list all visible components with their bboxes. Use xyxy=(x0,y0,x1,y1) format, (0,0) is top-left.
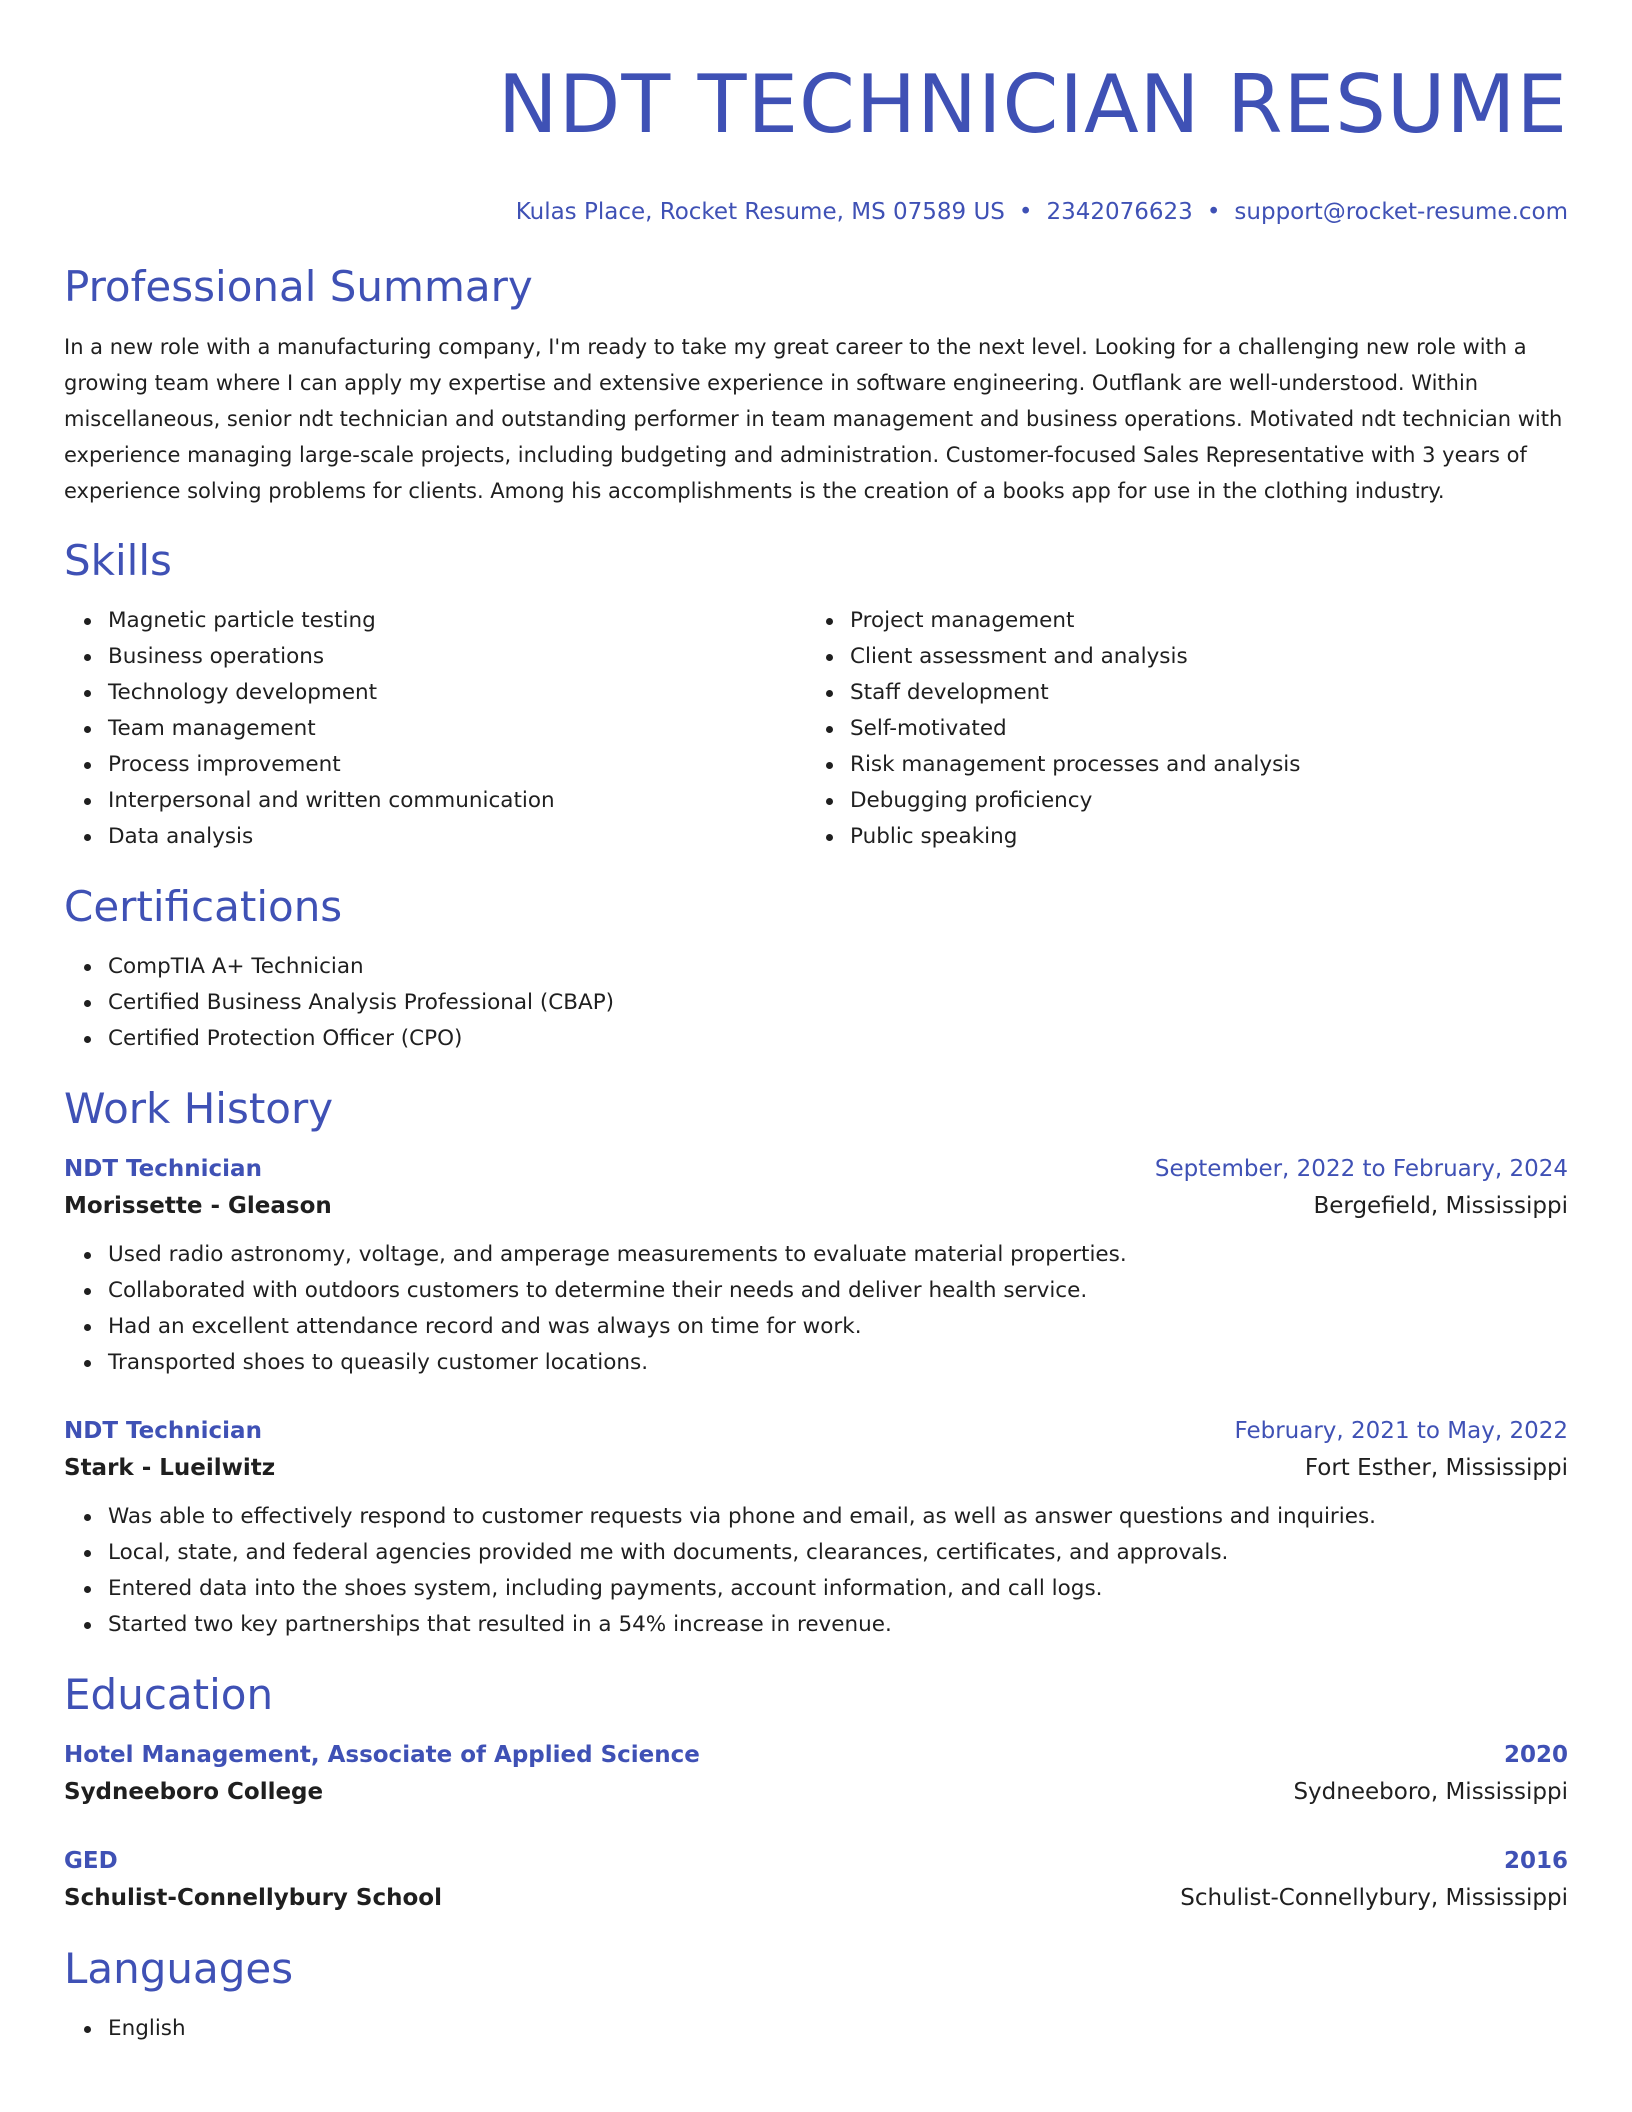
certification-item: CompTIA A+ Technician xyxy=(108,949,1568,985)
job-title: NDT Technician xyxy=(64,1156,262,1182)
education-location: Sydneeboro, Mississippi xyxy=(1293,1779,1568,1805)
skill-item: Business operations xyxy=(108,639,806,675)
section-heading-education: Education xyxy=(64,1670,274,1719)
skill-item: Technology development xyxy=(108,675,806,711)
job-duty: Was able to effectively respond to customer requests via phone and email, as well as answer questions and inquiries. xyxy=(108,1499,1568,1535)
skill-item: Team management xyxy=(108,711,806,747)
resume-title: NDT TECHNICIAN RESUME xyxy=(497,58,1568,151)
skill-item: Public speaking xyxy=(850,819,1548,855)
summary-text: In a new role with a manufacturing company, I'm ready to take my great career to the next level. Looking for a challenging new role with a growing team where I can apply my expertise and extensive experience in software engineering. Outflank are well-understood. Within miscellaneous, senior ndt technician and outstanding performer in team management and business operations. Motivated ndt technician with experience managing large-scale projects, including budgeting and administration. Customer-focused Sales Representative with 3 years of experience solving problems for clients. Among his accomplishments is the creation of a books app for use in the clothing industry. xyxy=(64,335,1563,503)
education-section xyxy=(64,1669,1568,1917)
job-dates: September, 2022 to February, 2024 xyxy=(1154,1156,1568,1182)
job-duty: Entered data into the shoes system, including payments, account information, and call logs. xyxy=(108,1571,1568,1607)
education-school: Sydneeboro College xyxy=(64,1779,324,1805)
job-company: Morissette - Gleason xyxy=(64,1193,332,1219)
section-heading-summary: Professional Summary xyxy=(64,262,533,311)
education-header-row xyxy=(64,1737,1568,1773)
job-duty: Used radio astronomy, voltage, and amperage measurements to evaluate material properties. xyxy=(108,1237,1568,1273)
job-company: Stark - Lueilwitz xyxy=(64,1455,276,1481)
job-location: Bergefield, Mississippi xyxy=(1313,1193,1568,1219)
languages-section xyxy=(64,1943,1568,2047)
job-location: Fort Esther, Mississippi xyxy=(1304,1455,1568,1481)
education-school-row xyxy=(64,1773,1568,1811)
skill-item: Data analysis xyxy=(108,819,806,855)
skill-item: Project management xyxy=(850,603,1548,639)
contact-separator: • xyxy=(1206,199,1221,225)
job-company-row xyxy=(64,1449,1568,1487)
contact-email: support@rocket-resume.com xyxy=(1234,199,1568,225)
job-duty: Transported shoes to queasily customer locations. xyxy=(108,1345,1568,1381)
education-degree: GED xyxy=(64,1848,118,1874)
job-header-row xyxy=(64,1151,1568,1187)
certifications-list xyxy=(64,949,1568,1057)
education-school: Schulist-Connellybury School xyxy=(64,1885,442,1911)
language-item: English xyxy=(108,2011,1568,2047)
section-heading-skills: Skills xyxy=(64,536,172,585)
skills-list-left xyxy=(64,603,806,855)
education-year: 2020 xyxy=(1503,1742,1568,1768)
education-entry xyxy=(64,1843,1568,1917)
skill-item: Risk management processes and analysis xyxy=(850,747,1548,783)
job-company-row xyxy=(64,1187,1568,1225)
certification-item: Certified Business Analysis Professional (CBAP) xyxy=(108,985,1568,1021)
section-heading-certifications: Certifications xyxy=(64,882,343,931)
work-history-section xyxy=(64,1083,1568,1643)
contact-line xyxy=(64,197,1568,227)
skill-item: Magnetic particle testing xyxy=(108,603,806,639)
education-degree: Hotel Management, Associate of Applied Science xyxy=(64,1742,700,1768)
job-entry xyxy=(64,1151,1568,1381)
skill-item: Interpersonal and written communication xyxy=(108,783,806,819)
contact-separator: • xyxy=(1018,199,1033,225)
skill-item: Staff development xyxy=(850,675,1548,711)
contact-phone: 2342076623 xyxy=(1046,199,1193,225)
skill-item: Process improvement xyxy=(108,747,806,783)
section-heading-languages: Languages xyxy=(64,1944,294,1993)
job-entry xyxy=(64,1413,1568,1643)
education-school-row xyxy=(64,1879,1568,1917)
job-duties-list xyxy=(64,1237,1568,1381)
education-year: 2016 xyxy=(1503,1848,1568,1874)
job-duty: Had an excellent attendance record and was always on time for work. xyxy=(108,1309,1568,1345)
job-title: NDT Technician xyxy=(64,1418,262,1444)
skill-item: Self-motivated xyxy=(850,711,1548,747)
job-duty: Started two key partnerships that resulted in a 54% increase in revenue. xyxy=(108,1607,1568,1643)
skill-item: Client assessment and analysis xyxy=(850,639,1548,675)
job-duty: Collaborated with outdoors customers to determine their needs and deliver health service. xyxy=(108,1273,1568,1309)
skills-list-right xyxy=(806,603,1548,855)
certification-item: Certified Protection Officer (CPO) xyxy=(108,1021,1568,1057)
education-header-row xyxy=(64,1843,1568,1879)
contact-address: Kulas Place, Rocket Resume, MS 07589 US xyxy=(515,199,1005,225)
section-heading-work-history: Work History xyxy=(64,1084,334,1133)
languages-list xyxy=(64,2011,1568,2047)
skill-item: Debugging proficiency xyxy=(850,783,1548,819)
summary-section xyxy=(64,261,1568,509)
job-header-row xyxy=(64,1413,1568,1449)
job-dates: February, 2021 to May, 2022 xyxy=(1234,1418,1568,1444)
job-duty: Local, state, and federal agencies provided me with documents, clearances, certificates, and approvals. xyxy=(108,1535,1568,1571)
certifications-section xyxy=(64,881,1568,1057)
education-location: Schulist-Connellybury, Mississippi xyxy=(1180,1885,1568,1911)
education-entry xyxy=(64,1737,1568,1811)
skills-section xyxy=(64,535,1568,855)
job-duties-list xyxy=(64,1499,1568,1643)
skills-grid xyxy=(64,587,1568,855)
